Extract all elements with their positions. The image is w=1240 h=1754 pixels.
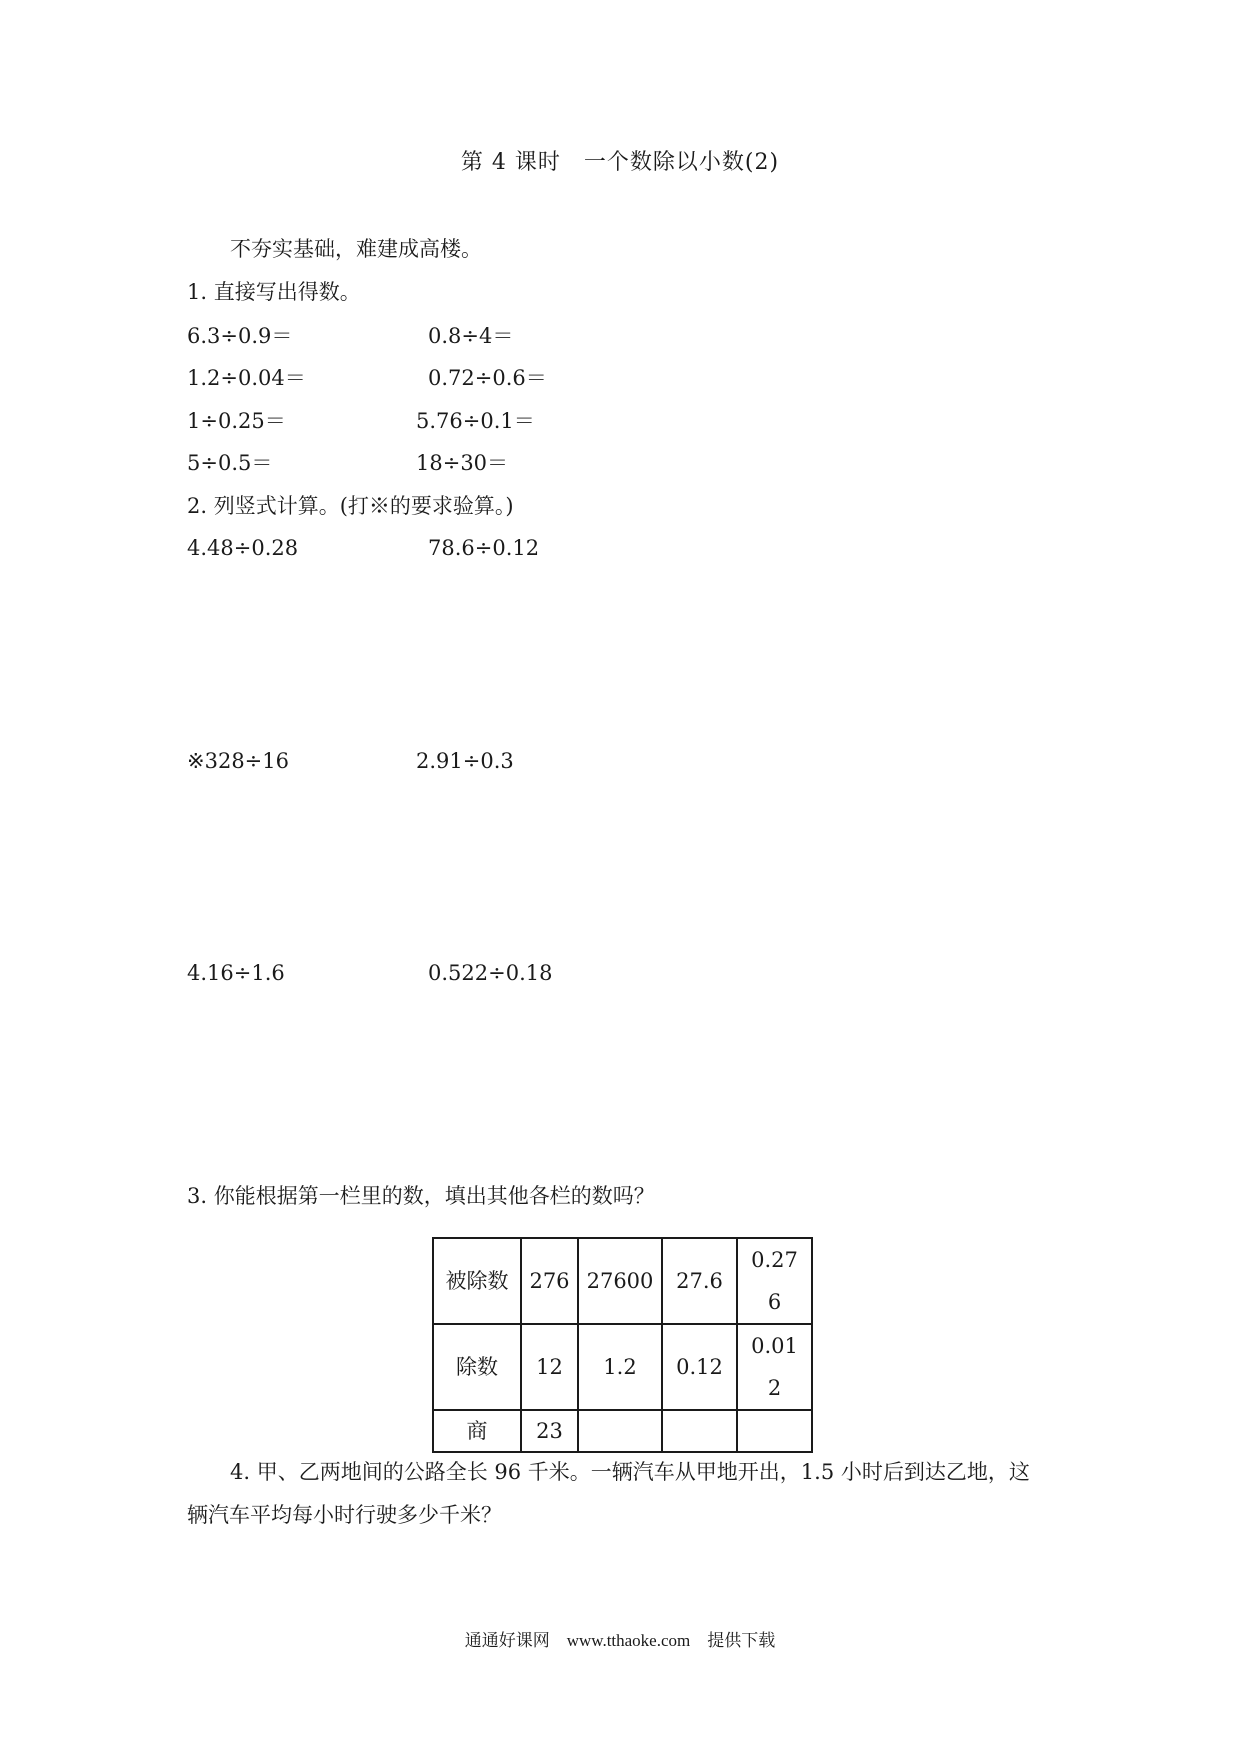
table-cell: 12 [521, 1324, 578, 1410]
table-cell: 27600 [578, 1238, 662, 1324]
q2-item: 0.522÷0.18 [428, 961, 553, 985]
q4-line: 4. 甲、乙两地间的公路全长 96 千米。一辆汽车从甲地开出，1.5 小时后到达乙地，这 [230, 1460, 1030, 1484]
q4-line: 辆汽车平均每小时行驶多少千米？ [187, 1503, 502, 1527]
q1-item: 1.2÷0.04＝ [187, 366, 306, 390]
table-cell[interactable] [662, 1410, 737, 1452]
table-cell: 1.2 [578, 1324, 662, 1410]
table-cell[interactable] [737, 1410, 812, 1452]
table-cell: 被除数 [433, 1238, 521, 1324]
q1-item: 0.72÷0.6＝ [428, 366, 547, 390]
cell-line: 0.01 [751, 1334, 798, 1358]
table-row [433, 1410, 812, 1452]
cell-line: 2 [767, 1376, 782, 1400]
table-row [433, 1238, 812, 1324]
q3-heading: 3. 你能根据第一栏里的数，填出其他各栏的数吗？ [187, 1184, 655, 1208]
table-cell [737, 1238, 812, 1324]
q2-item: ※328÷16 [187, 749, 289, 773]
q1-heading: 1. 直接写出得数。 [187, 280, 361, 304]
motto: 不夯实基础，难建成高楼。 [230, 237, 482, 261]
table-cell[interactable] [578, 1410, 662, 1452]
table-cell [737, 1324, 812, 1410]
q2-item: 4.16÷1.6 [187, 961, 285, 985]
q1-item: 1÷0.25＝ [187, 409, 286, 433]
cell-line: 0.27 [751, 1248, 798, 1272]
q2-heading: 2. 列竖式计算。(打※的要求验算。) [187, 494, 514, 518]
table-row [433, 1324, 812, 1410]
table-cell: 商 [433, 1410, 521, 1452]
q2-item: 4.48÷0.28 [187, 536, 299, 560]
q2-item: 2.91÷0.3 [416, 749, 514, 773]
q1-item: 6.3÷0.9＝ [187, 324, 293, 348]
footer: 通通好课网 www.tthaoke.com 提供下载 [464, 1631, 776, 1650]
q1-item: 0.8÷4＝ [428, 324, 514, 348]
table-cell: 23 [521, 1410, 578, 1452]
q1-item: 5÷0.5＝ [187, 451, 273, 475]
q1-item: 5.76÷0.1＝ [416, 409, 535, 433]
division-table [432, 1237, 813, 1453]
q2-item: 78.6÷0.12 [428, 536, 540, 560]
table-cell: 0.12 [662, 1324, 737, 1410]
table-cell: 276 [521, 1238, 578, 1324]
page-title: 第 4 课时 一个数除以小数(2) [460, 150, 780, 175]
cell-line: 6 [767, 1290, 782, 1314]
q1-item: 18÷30＝ [416, 451, 509, 475]
table-cell: 27.6 [662, 1238, 737, 1324]
table-cell: 除数 [433, 1324, 521, 1410]
